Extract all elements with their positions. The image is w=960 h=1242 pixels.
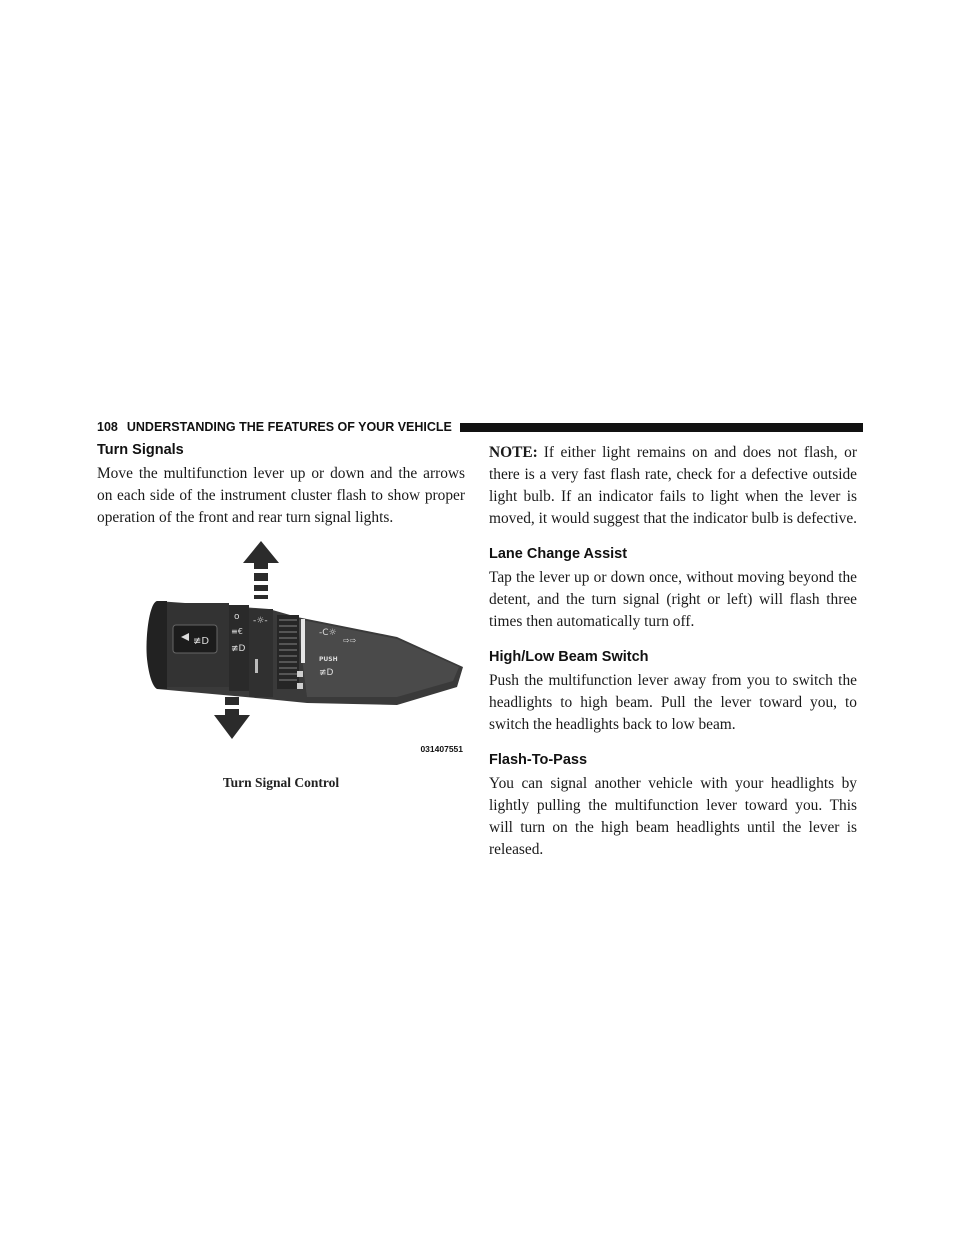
turn-signals-paragraph: Move the multifunction lever up or down and the arrows on each side of the instrument cluster flash to show proper operation of the front and rear turn signal lights. [97,465,465,526]
high-low-beam-heading: High/Low Beam Switch [489,649,649,665]
note-text: If either light remains on and does not flash, or there is a very fast flash rate, check for a defective outside light bulb. If an indicator fails to light when the lever is moved, it would suggest that the indicator bulb is defective. [489,444,858,527]
section-title: UNDERSTANDING THE FEATURES OF YOUR VEHICLE [126,420,452,434]
page-header [97,418,863,436]
figure-caption: Turn Signal Control [222,775,340,790]
lane-change-assist-heading: Lane Change Assist [489,546,628,562]
note-label: NOTE: [489,444,538,461]
flash-to-pass-heading: Flash-To-Pass [489,752,588,768]
figure-id: 031407551 [420,744,463,754]
lane-change-assist-text: Tap the lever up or down once, without moving beyond the detent, and the turn signal (right or left) will flash three times then automatically turn off. [489,569,857,630]
turn-signal-lever-illustration [97,539,465,771]
note-paragraph [489,442,857,530]
svg-text:≢D: ≢D [193,636,210,647]
high-low-beam-text: Push the multifunction lever away from you to switch the headlights to high beam. Pull the lever toward you, to switch the headlights back to low beam. [489,672,857,733]
right-column [489,442,857,861]
svg-text:≡€: ≡€ [231,627,243,636]
svg-text:⇨⇨: ⇨⇨ [343,636,357,645]
svg-text:≢D: ≢D [231,644,246,654]
svg-text:-C☼: -C☼ [319,628,337,638]
flash-to-pass-text: You can signal another vehicle with your headlights by lightly pulling the multifunction lever toward you. This will turn on the high beam headlights until the lever is released. [489,775,857,858]
left-column [97,442,465,791]
svg-text:-☼-: -☼- [253,616,268,626]
header-rule [460,423,863,432]
turn-signals-heading: Turn Signals [97,442,184,458]
svg-text:≢D: ≢D [319,668,334,678]
push-label: PUSH [319,656,338,663]
svg-text:o: o [234,612,240,622]
turn-signal-figure [97,539,465,771]
page-number: 108 [97,420,118,434]
